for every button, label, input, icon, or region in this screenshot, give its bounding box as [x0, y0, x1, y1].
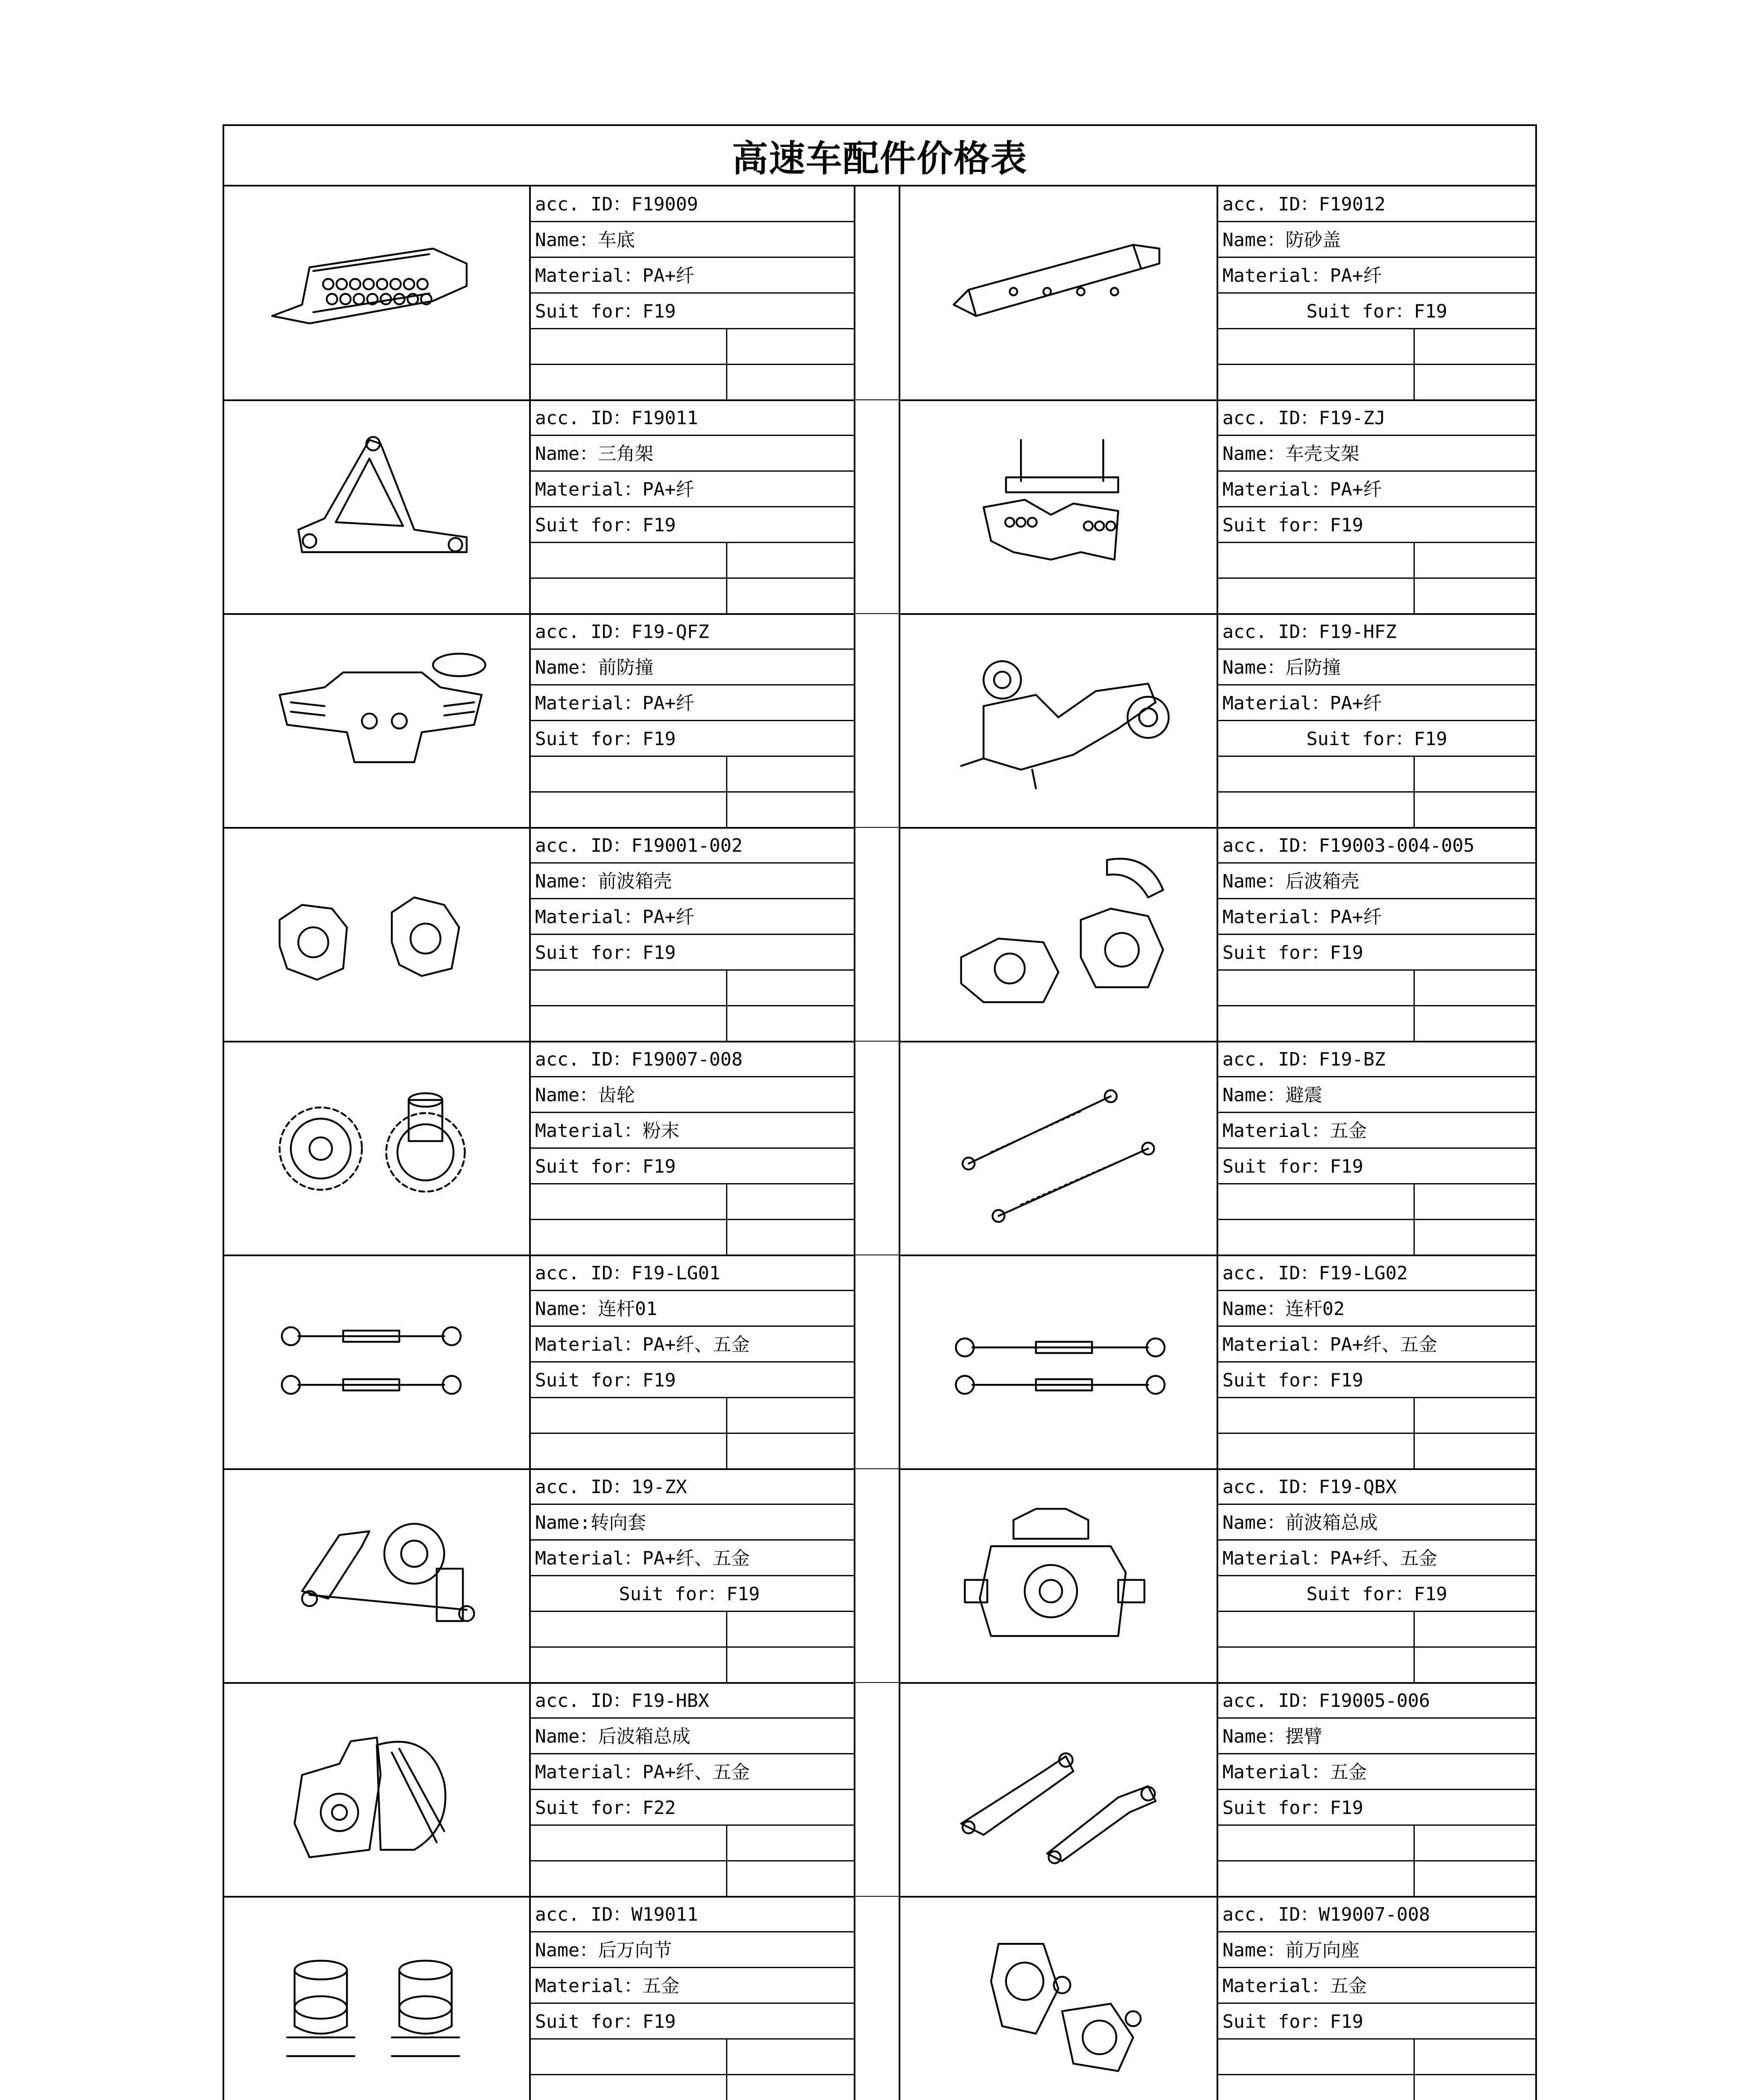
cell-divider: [1413, 757, 1415, 828]
part-name: Name：车壳支架: [1218, 436, 1537, 472]
empty-cell: [531, 329, 854, 365]
part-id: acc. ID：F19-HBX: [531, 1683, 854, 1719]
part-material: Material：PA+纤、五金: [531, 1327, 854, 1362]
cell-divider: [726, 1398, 727, 1469]
rear-bumper-icon: [919, 631, 1198, 811]
part-image-16: [224, 1897, 529, 2100]
empty-cell: [531, 365, 854, 401]
price-sheet: [223, 124, 1537, 2100]
column-gap: [854, 614, 900, 828]
shock-absorber-icon: [919, 1059, 1198, 1239]
part-image-5: [900, 614, 1217, 828]
part-row: [224, 1897, 1535, 2100]
empty-cell: [531, 2075, 854, 2100]
part-image-7: [900, 828, 1217, 1042]
part-name: Name：避震: [1218, 1077, 1537, 1113]
part-image-8: [224, 1042, 529, 1255]
part-info-12: [529, 1469, 854, 1683]
part-material: Material：粉末: [531, 1113, 854, 1149]
part-row: [224, 1042, 1535, 1255]
cell-divider: [726, 1184, 727, 1255]
part-id: acc. ID：W19007-008: [1218, 1897, 1537, 1932]
part-info-13: [1217, 1469, 1537, 1683]
cell-divider: [726, 2040, 727, 2100]
part-suit-for: Suit for：F19: [1218, 507, 1537, 543]
part-name: Name：齿轮: [531, 1077, 854, 1113]
cell-divider: [1413, 329, 1415, 400]
part-material: Material：PA+纤: [1218, 472, 1537, 507]
part-material: Material：PA+纤: [1218, 899, 1537, 935]
empty-cell: [1218, 365, 1537, 401]
part-suit-for: Suit for：F19: [1218, 1576, 1537, 1612]
part-name: Name：摆臂: [1218, 1719, 1537, 1754]
empty-cell: [1218, 1184, 1537, 1220]
part-image-12: [224, 1469, 529, 1683]
chassis-icon: [243, 204, 511, 383]
part-material: Material：PA+纤、五金: [1218, 1541, 1537, 1576]
cell-divider: [726, 757, 727, 828]
part-material: Material：五金: [531, 1968, 854, 2004]
part-image-2: [224, 400, 529, 614]
empty-cell: [531, 1184, 854, 1220]
page-title: 高速车配件价格表: [224, 126, 1535, 186]
part-info-7: [1217, 828, 1537, 1042]
part-image-17: [900, 1897, 1217, 2100]
linkage-rod-long-icon: [919, 1273, 1198, 1452]
part-id: acc. ID：F19-QFZ: [531, 614, 854, 650]
empty-cell: [531, 1612, 854, 1648]
part-suit-for: Suit for：F19: [1218, 294, 1537, 329]
empty-cell: [531, 1861, 854, 1897]
part-row: [224, 614, 1535, 828]
column-gap: [854, 1255, 900, 1469]
part-info-0: [529, 186, 854, 400]
column-gap: [854, 828, 900, 1042]
empty-cell: [1218, 543, 1537, 579]
linkage-rod-icon: [243, 1273, 511, 1452]
column-gap: [854, 400, 900, 614]
cell-divider: [726, 543, 727, 614]
steering-assembly-icon: [243, 1486, 511, 1666]
part-material: Material：PA+纤: [531, 685, 854, 721]
part-name: Name：前防撞: [531, 650, 854, 685]
empty-cell: [531, 757, 854, 793]
empty-cell: [1218, 1612, 1537, 1648]
part-material: Material：五金: [1218, 1113, 1537, 1149]
empty-cell: [1218, 1648, 1537, 1683]
part-name: Name：连杆01: [531, 1291, 854, 1327]
part-row: [224, 1683, 1535, 1897]
part-image-13: [900, 1469, 1217, 1683]
part-image-3: [900, 400, 1217, 614]
empty-cell: [531, 1434, 854, 1470]
part-suit-for: Suit for：F19: [1218, 1362, 1537, 1398]
part-id: acc. ID：W19011: [531, 1897, 854, 1932]
part-image-11: [900, 1255, 1217, 1469]
part-id: acc. ID：F19-ZJ: [1218, 400, 1537, 436]
empty-cell: [531, 1220, 854, 1256]
column-gap: [854, 1897, 900, 2100]
part-info-15: [1217, 1683, 1537, 1897]
empty-cell: [531, 1826, 854, 1861]
part-suit-for: Suit for：F19: [531, 721, 854, 757]
part-name: Name：前波箱壳: [531, 864, 854, 899]
empty-cell: [1218, 1006, 1537, 1042]
part-material: Material：PA+纤、五金: [1218, 1327, 1537, 1362]
part-id: acc. ID：F19-QBX: [1218, 1469, 1537, 1505]
part-id: acc. ID：F19009: [531, 186, 854, 222]
rear-gearbox-shell-icon: [919, 845, 1198, 1025]
part-info-17: [1217, 1897, 1537, 2100]
gear-icon: [243, 1059, 511, 1239]
part-info-6: [529, 828, 854, 1042]
part-row: [224, 1255, 1535, 1469]
part-material: Material：PA+纤: [531, 472, 854, 507]
empty-cell: [1218, 793, 1537, 828]
empty-cell: [531, 543, 854, 579]
part-row: [224, 1469, 1535, 1683]
part-material: Material：五金: [1218, 1968, 1537, 2004]
part-name: Name：后万向节: [531, 1932, 854, 1968]
part-suit-for: Suit for：F19: [531, 1149, 854, 1184]
part-image-4: [224, 614, 529, 828]
part-suit-for: Suit for：F22: [531, 1790, 854, 1826]
part-id: acc. ID：F19007-008: [531, 1042, 854, 1077]
part-info-1: [1217, 186, 1537, 400]
part-suit-for: Suit for：F19: [531, 507, 854, 543]
empty-cell: [1218, 579, 1537, 614]
part-material: Material：PA+纤、五金: [531, 1541, 854, 1576]
front-hub-carrier-icon: [919, 1914, 1198, 2094]
empty-cell: [1218, 971, 1537, 1006]
front-gearbox-assembly-icon: [919, 1486, 1198, 1666]
part-suit-for: Suit for：F19: [531, 294, 854, 329]
part-id: acc. ID：F19011: [531, 400, 854, 436]
part-suit-for: Suit for：F19: [1218, 935, 1537, 971]
part-info-2: [529, 400, 854, 614]
empty-cell: [1218, 2075, 1537, 2100]
sand-cover-icon: [919, 204, 1198, 383]
part-image-0: [224, 186, 529, 400]
part-id: acc. ID：F19-HFZ: [1218, 614, 1537, 650]
part-suit-for: Suit for：F19: [1218, 1149, 1537, 1184]
part-info-16: [529, 1897, 854, 2100]
cell-divider: [1413, 2040, 1415, 2100]
part-image-10: [224, 1255, 529, 1469]
empty-cell: [1218, 757, 1537, 793]
empty-cell: [531, 971, 854, 1006]
empty-cell: [1218, 1861, 1537, 1897]
part-suit-for: Suit for：F19: [1218, 721, 1537, 757]
empty-cell: [531, 793, 854, 828]
part-id: acc. ID：F19-LG01: [531, 1255, 854, 1291]
part-id: acc. ID：F19-BZ: [1218, 1042, 1537, 1077]
part-id: acc. ID：19-ZX: [531, 1469, 854, 1505]
part-suit-for: Suit for：F19: [531, 935, 854, 971]
part-material: Material：五金: [1218, 1754, 1537, 1790]
empty-cell: [531, 1006, 854, 1042]
column-gap: [854, 1469, 900, 1683]
part-id: acc. ID：F19012: [1218, 186, 1537, 222]
part-name: Name：防砂盖: [1218, 222, 1537, 258]
empty-cell: [531, 2040, 854, 2075]
cell-divider: [726, 1612, 727, 1683]
body-mount-icon: [919, 417, 1198, 597]
part-info-8: [529, 1042, 854, 1255]
part-image-9: [900, 1042, 1217, 1255]
part-suit-for: Suit for：F19: [531, 1362, 854, 1398]
part-image-6: [224, 828, 529, 1042]
part-name: Name：车底: [531, 222, 854, 258]
part-material: Material：PA+纤: [1218, 258, 1537, 294]
part-suit-for: Suit for：F19: [1218, 1790, 1537, 1826]
empty-cell: [1218, 1220, 1537, 1256]
front-gearbox-shell-icon: [243, 845, 511, 1025]
part-name: Name：后防撞: [1218, 650, 1537, 685]
empty-cell: [531, 1648, 854, 1683]
cell-divider: [1413, 971, 1415, 1042]
part-image-15: [900, 1683, 1217, 1897]
cell-divider: [1413, 1184, 1415, 1255]
part-info-11: [1217, 1255, 1537, 1469]
cell-divider: [1413, 543, 1415, 614]
empty-cell: [1218, 1826, 1537, 1861]
part-suit-for: Suit for：F19: [531, 1576, 854, 1612]
rear-gearbox-assembly-icon: [243, 1700, 511, 1880]
swing-arm-icon: [919, 1700, 1198, 1880]
part-image-1: [900, 186, 1217, 400]
empty-cell: [531, 1398, 854, 1434]
column-gap: [854, 186, 900, 400]
part-name: Name:转向套: [531, 1505, 854, 1541]
part-name: Name：后波箱总成: [531, 1719, 854, 1754]
empty-cell: [1218, 1434, 1537, 1470]
part-info-3: [1217, 400, 1537, 614]
cell-divider: [726, 1826, 727, 1897]
part-id: acc. ID：F19005-006: [1218, 1683, 1537, 1719]
cell-divider: [1413, 1612, 1415, 1683]
part-material: Material：PA+纤: [1218, 685, 1537, 721]
part-material: Material：PA+纤、五金: [531, 1754, 854, 1790]
part-suit-for: Suit for：F19: [1218, 2004, 1537, 2040]
rear-hub-icon: [243, 1914, 511, 2094]
part-info-4: [529, 614, 854, 828]
part-image-14: [224, 1683, 529, 1897]
empty-cell: [1218, 1398, 1537, 1434]
part-info-5: [1217, 614, 1537, 828]
part-row: [224, 828, 1535, 1042]
part-material: Material：PA+纤: [531, 258, 854, 294]
cell-divider: [726, 329, 727, 400]
part-row: [224, 400, 1535, 614]
part-name: Name：前波箱总成: [1218, 1505, 1537, 1541]
front-bumper-icon: [243, 631, 511, 811]
cell-divider: [726, 971, 727, 1042]
part-row: [224, 186, 1535, 400]
part-material: Material：PA+纤: [531, 899, 854, 935]
part-id: acc. ID：F19003-004-005: [1218, 828, 1537, 864]
part-suit-for: Suit for：F19: [531, 2004, 854, 2040]
triangle-brace-icon: [243, 417, 511, 597]
column-gap: [854, 1042, 900, 1255]
cell-divider: [1413, 1398, 1415, 1469]
cell-divider: [1413, 1826, 1415, 1897]
empty-cell: [1218, 329, 1537, 365]
empty-cell: [531, 579, 854, 614]
empty-cell: [1218, 2040, 1537, 2075]
part-name: Name：前万向座: [1218, 1932, 1537, 1968]
part-info-10: [529, 1255, 854, 1469]
part-id: acc. ID：F19-LG02: [1218, 1255, 1537, 1291]
part-name: Name：后波箱壳: [1218, 864, 1537, 899]
part-id: acc. ID：F19001-002: [531, 828, 854, 864]
part-name: Name：三角架: [531, 436, 854, 472]
part-name: Name：连杆02: [1218, 1291, 1537, 1327]
part-info-14: [529, 1683, 854, 1897]
part-info-9: [1217, 1042, 1537, 1255]
column-gap: [854, 1683, 900, 1897]
